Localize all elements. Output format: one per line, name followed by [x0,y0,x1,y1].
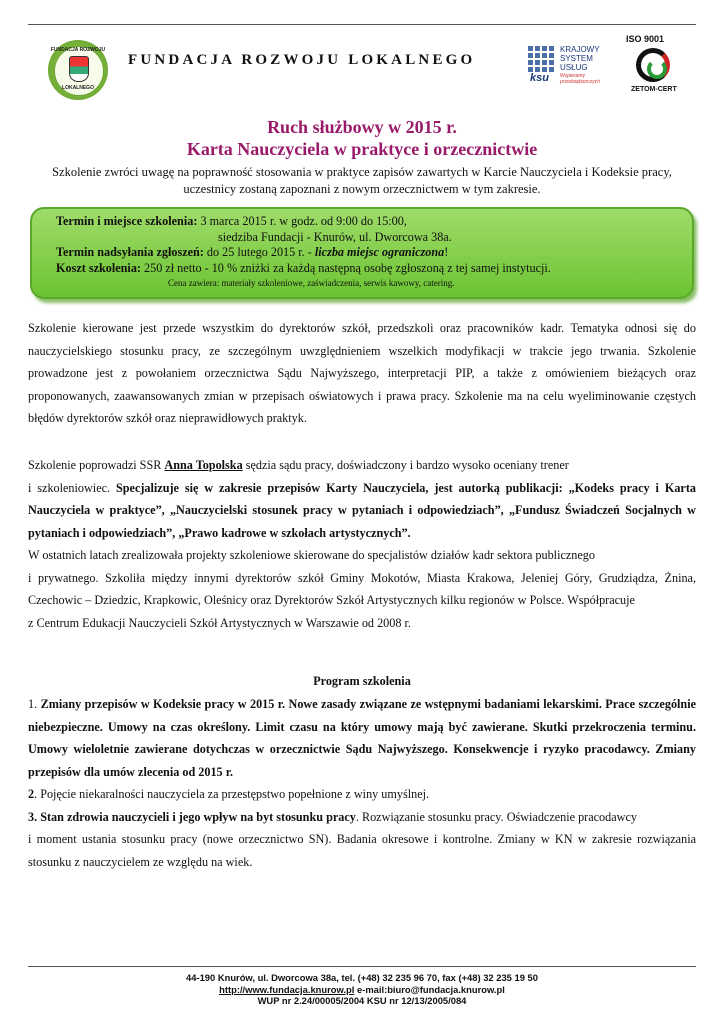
item3-continuation: i moment ustania stosunku pracy (nowe orzecznictwo SN). Badania okresowe i kontrolne. Zmiany w KN w zakresie rozwiązania stosunku z nauczycielem ze względu na wiek. [28,832,696,869]
bottom-divider [28,966,696,967]
coat-of-arms-icon [69,56,89,82]
ksu-line-3: USŁUG [560,63,588,72]
ksu-mark: ksu [530,72,549,84]
trainer-section [28,454,696,634]
deadline-label: Termin nadsyłania zgłoszeń: [56,245,204,259]
iso-label: ISO 9001 [626,34,665,44]
logo-text-top: FUNDACJA ROZWOJU [50,47,106,53]
intro-text: Szkolenie zwróci uwagę na poprawność stosowania w praktyce zapisów zawartych w Karcie Nauczyciela i Kodeksie pracy, uczestnicy zostaną zapoznani z nowym orzecznictwem w tym zakresie. [52,165,672,196]
limited-seats: liczba miejsc ograniczona [314,245,445,259]
footer [0,972,724,1007]
iso-certificate-icon [636,48,670,82]
program-item-1 [28,693,696,783]
ksu-logo [528,44,618,84]
footer-address: 44-190 Knurów, ul. Dworcowa 38a, tel. (+48) 32 235 96 70, fax (+48) 32 235 19 50 [186,972,538,983]
cost-value: 250 zł netto - 10 % zniżki za każdą następną osobę zgłoszoną z tej samej instytucji. [140,260,551,275]
program-item-2 [28,783,696,806]
zetom-label: ZETOM-CERT [631,86,677,93]
trainer-cont: i szkoleniowiec. [28,480,116,495]
trainer-publications: Specjalizuje się w zakresie przepisów Karty Nauczyciela, jest autorką publikacji: „Kodeks pracy i Karta Nauczyciela w praktyce”, „Nauczycielski stosunek pracy w pytaniach i odpowiedziach”, „Fundusz Świadczeń Socjalnych w pytaniach i odpowiedziach”, „Prawo kadrowe w szkołach artystycznych”. [28,480,696,540]
cost-label: Koszt szkolenia: [56,260,141,275]
item1-number: 1 [28,697,35,711]
top-divider [28,24,696,25]
ksu-tagline: Wspieramy przedsiębiorczych [560,73,601,85]
footer-email[interactable]: e-mail:biuro@fundacja.knurow.pl [354,983,505,995]
trainer-name: Anna Topolska [164,458,243,472]
trainer-clients: i prywatnego. Szkoliła między innymi dyrektorów szkół Gminy Mokotów, Miasta Krakowa, Jeleniej Góry, Grudziądza, Żnina, Czechowic – Dziedzic, Krapkowic, Oleśnicy oraz Dyrektorów Szkół Artystycznych kilku regionów w Polsce. Współpracuje [28,570,696,607]
page-subtitle: Karta Nauczyciela w praktyce i orzecznictwie [186,139,538,159]
page-title: Ruch służbowy w 2015 r. [267,117,457,137]
info-box [30,207,694,299]
website-link[interactable]: http://www.fundacja.knurow.pl [219,983,355,995]
item1-text: Zmiany przepisów w Kodeksie pracy w 2015 r. Nowe zasady związane ze wstępnymi badaniami lekarskimi. Prace szczególnie niebezpieczne. Umowy na czas określony. Limit czasu na który umowy mają być zawierane. Skutki przekroczenia terminu. Umowy wieloletnie zawierane dotychczas w orzecznictwie Sądu Najwyższego. Konsekwencje i ryzyko pracodawcy. Zmiany przepisów dla umów zlecenia od 2015 r. [28,697,696,779]
term-label: Termin i miejsce szkolenia: [56,214,198,228]
organization-name: FUNDACJA ROZWOJU LOKALNEGO [128,52,476,68]
footer-registration: WUP nr 2.24/00005/2004 KSU nr 12/13/2005/084 [257,995,467,1006]
trainer-cooperation: z Centrum Edukacji Nauczycieli Szkół Artystycznych w Warszawie od 2008 r. [28,615,411,630]
item3-text: . Rozwiązanie stosunku pracy. Oświadczenie pracodawcy [355,809,637,824]
foundation-logo [48,40,108,100]
deadline-value: do 25 lutego 2015 r. - [203,245,315,259]
program-heading: Program szkolenia [313,674,411,688]
term-value: 3 marca 2015 r. w godz. od 9:00 do 15:00, [197,214,407,228]
price-includes: Cena zawiera: materiały szkoleniowe, zaświadczenia, serwis kawowy, catering. [168,278,455,288]
item2-text: . Pojęcie niekaralności nauczyciela za przestępstwo popełnione z winy umyślnej. [34,787,430,801]
ksu-line-2: SYSTEM [560,54,593,63]
program-list [28,693,696,873]
description-paragraph: Szkolenie kierowane jest przede wszystkim do dyrektorów szkół, przedszkoli oraz pracowników kadr. Tematyka odnosi się do nauczycielskiego stosunku pracy, ze szczególnym uwzględnieniem wszelkich modyfikacji w trakcie jego trwania. Szkolenie prowadzone jest z powołaniem orzecznictwa Sądu Najwyższego, interpretacji PIP, a także z omówieniem bieżących oraz proponowanych, zaawansowanych zmian w przepisach oświatowych i prawa pracy. Szkolenie ma na celu wyeliminowanie częstych błędów dyrektorów szkół oraz nieprawidłowych praktyk. [28,321,696,425]
item1-sep: . [34,697,41,711]
limited-end: ! [444,245,449,259]
program-item-3 [28,806,696,829]
place-value: siedziba Fundacji - Knurów, ul. Dworcowa 38a. [218,229,452,244]
trainer-desc: sędzia sądu pracy, doświadczony i bardzo wysoko oceniany trener [242,458,569,472]
trainer-intro: Szkolenie poprowadzi SSR [28,458,165,472]
item3-title: 3. Stan zdrowia nauczycieli i jego wpływ na byt stosunku pracy [28,809,356,824]
ksu-line-1: KRAJOWY [560,45,600,54]
trainer-projects: W ostatnich latach zrealizowała projekty szkoleniowe skierowane do specjalistów działów kadr sektora publicznego [28,548,595,562]
item2-number: 2 [28,787,35,801]
logo-text-bottom: LOKALNEGO [62,85,94,91]
